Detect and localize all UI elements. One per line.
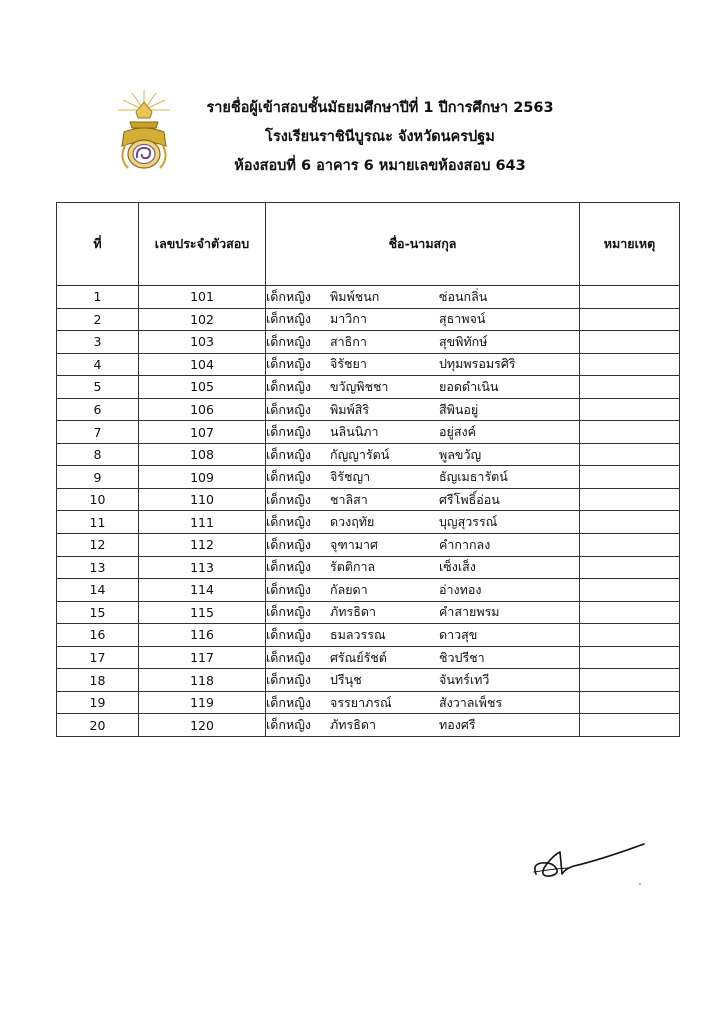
first-name: มาวิกา: [330, 311, 367, 327]
cell-remarks: [580, 534, 680, 557]
cell-number: 19: [57, 691, 139, 714]
name-prefix: เด็กหญิง: [266, 536, 311, 552]
name-prefix: เด็กหญิง: [266, 378, 311, 394]
table-row: [57, 398, 680, 421]
last-name: ศรีโพธิ์อ่อน: [439, 491, 500, 507]
last-name: สีพินอยู่: [439, 401, 479, 417]
table-row: [57, 466, 680, 489]
table-row: [57, 376, 680, 399]
handwritten-signature-icon: [530, 838, 654, 888]
name-prefix: เด็กหญิง: [266, 694, 311, 710]
column-header-number: ที่: [57, 203, 139, 286]
last-name: ปทุมพรอมรศิริ: [439, 356, 516, 372]
last-name: ดาวสุข: [439, 626, 478, 642]
cell-exam-id: 120: [139, 714, 266, 737]
cell-exam-id: 103: [139, 331, 266, 354]
cell-number: 16: [57, 624, 139, 647]
name-prefix: เด็กหญิง: [266, 626, 311, 642]
first-name: ปรีนุช: [330, 672, 362, 688]
table-row: [57, 534, 680, 557]
cell-remarks: [580, 466, 680, 489]
name-prefix: เด็กหญิง: [266, 559, 311, 575]
cell-remarks: [580, 691, 680, 714]
cell-number: 7: [57, 421, 139, 444]
cell-exam-id: 109: [139, 466, 266, 489]
last-name: คำกากลง: [439, 536, 491, 552]
cell-full-name: [266, 398, 580, 421]
table-row: [57, 556, 680, 579]
cell-remarks: [580, 308, 680, 331]
cell-exam-id: 113: [139, 556, 266, 579]
name-prefix: เด็กหญิง: [266, 311, 311, 327]
first-name: ธมลวรรณ: [330, 626, 386, 642]
cell-number: 14: [57, 579, 139, 602]
name-prefix: เด็กหญิง: [266, 491, 311, 507]
cell-exam-id: 106: [139, 398, 266, 421]
cell-full-name: [266, 669, 580, 692]
cell-full-name: [266, 308, 580, 331]
cell-number: 1: [57, 286, 139, 309]
cell-remarks: [580, 398, 680, 421]
last-name: ธัญเมธารัตน์: [439, 469, 508, 485]
table-body: [57, 286, 680, 737]
name-prefix: เด็กหญิง: [266, 356, 311, 372]
cell-full-name: [266, 331, 580, 354]
last-name: พูลขวัญ: [439, 446, 482, 462]
last-name: สุธาพจน์: [439, 311, 486, 327]
first-name: จิรัชญา: [330, 469, 371, 485]
cell-remarks: [580, 556, 680, 579]
first-name: รัตติกาล: [330, 559, 376, 575]
last-name: อยู่สงค์: [439, 424, 476, 440]
table-row: [57, 646, 680, 669]
cell-full-name: [266, 286, 580, 309]
cell-full-name: [266, 579, 580, 602]
document-header: [180, 94, 580, 181]
first-name: กัลยดา: [330, 581, 368, 597]
table-row: [57, 353, 680, 376]
last-name: ชิวปรีชา: [439, 649, 485, 665]
table-row: [57, 308, 680, 331]
first-name: สาธิกา: [330, 333, 367, 349]
cell-number: 2: [57, 308, 139, 331]
cell-exam-id: 115: [139, 601, 266, 624]
cell-full-name: [266, 443, 580, 466]
cell-exam-id: 112: [139, 534, 266, 557]
cell-exam-id: 108: [139, 443, 266, 466]
cell-exam-id: 107: [139, 421, 266, 444]
cell-number: 12: [57, 534, 139, 557]
cell-number: 15: [57, 601, 139, 624]
table-header-row: [57, 203, 680, 286]
table-row: [57, 421, 680, 444]
cell-remarks: [580, 601, 680, 624]
first-name: ชาลิสา: [330, 491, 368, 507]
first-name: นลินนิภา: [330, 424, 379, 440]
document-title: รายชื่อผู้เข้าสอบชั้นมัธยมศึกษาปีที่ 1 ปีการศึกษา 2563: [206, 100, 554, 116]
first-name: ศรัณย์รัชต์: [330, 649, 387, 665]
cell-full-name: [266, 511, 580, 534]
column-header-full-name: ชื่อ-นามสกุล: [266, 203, 580, 286]
cell-remarks: [580, 624, 680, 647]
cell-number: 3: [57, 331, 139, 354]
first-name: กัญญารัตน์: [330, 446, 390, 462]
last-name: คำสายพรม: [439, 604, 500, 620]
table-row: [57, 443, 680, 466]
last-name: บุญสุวรรณ์: [439, 514, 498, 530]
first-name: ภัทรธิดา: [330, 604, 376, 620]
cell-exam-id: 117: [139, 646, 266, 669]
cell-exam-id: 110: [139, 488, 266, 511]
table-row: [57, 579, 680, 602]
cell-remarks: [580, 443, 680, 466]
first-name: ดวงฤทัย: [330, 514, 375, 530]
name-prefix: เด็กหญิง: [266, 288, 311, 304]
cell-number: 20: [57, 714, 139, 737]
last-name: อ่างทอง: [439, 581, 482, 597]
cell-full-name: [266, 556, 580, 579]
last-name: ทองศรี: [439, 717, 476, 733]
cell-exam-id: 111: [139, 511, 266, 534]
cell-remarks: [580, 646, 680, 669]
cell-full-name: [266, 624, 580, 647]
cell-number: 6: [57, 398, 139, 421]
column-header-remarks: หมายเหตุ: [580, 203, 680, 286]
last-name: ซ่อนกลิ่น: [439, 288, 488, 304]
first-name: จุฑามาศ: [330, 536, 378, 552]
first-name: ภัทรธิดา: [330, 717, 376, 733]
name-prefix: เด็กหญิง: [266, 649, 311, 665]
first-name: พิมพ์สิริ: [330, 401, 370, 417]
cell-exam-id: 104: [139, 353, 266, 376]
exam-room-info: ห้องสอบที่ 6 อาคาร 6 หมายเลขห้องสอบ 643: [234, 158, 526, 174]
cell-remarks: [580, 376, 680, 399]
cell-full-name: [266, 601, 580, 624]
cell-exam-id: 116: [139, 624, 266, 647]
cell-full-name: [266, 714, 580, 737]
name-prefix: เด็กหญิง: [266, 672, 311, 688]
table-row: [57, 624, 680, 647]
cell-full-name: [266, 488, 580, 511]
name-prefix: เด็กหญิง: [266, 333, 311, 349]
cell-exam-id: 102: [139, 308, 266, 331]
cell-remarks: [580, 286, 680, 309]
name-prefix: เด็กหญิง: [266, 401, 311, 417]
cell-exam-id: 101: [139, 286, 266, 309]
cell-exam-id: 119: [139, 691, 266, 714]
school-name: โรงเรียนราชินีบูรณะ จังหวัดนครปฐม: [265, 129, 495, 145]
table-row: [57, 601, 680, 624]
cell-remarks: [580, 421, 680, 444]
name-prefix: เด็กหญิง: [266, 604, 311, 620]
last-name: ยอดดำเนิน: [439, 378, 499, 394]
cell-number: 18: [57, 669, 139, 692]
name-prefix: เด็กหญิง: [266, 446, 311, 462]
name-prefix: เด็กหญิง: [266, 469, 311, 485]
cell-full-name: [266, 691, 580, 714]
exam-roster-table: [56, 202, 680, 737]
cell-remarks: [580, 488, 680, 511]
cell-number: 8: [57, 443, 139, 466]
cell-remarks: [580, 331, 680, 354]
cell-number: 13: [57, 556, 139, 579]
school-emblem-icon: [112, 88, 176, 176]
cell-exam-id: 114: [139, 579, 266, 602]
table-row: [57, 714, 680, 737]
cell-number: 17: [57, 646, 139, 669]
cell-full-name: [266, 376, 580, 399]
table-row: [57, 286, 680, 309]
column-header-exam-id: เลขประจำตัวสอบ: [139, 203, 266, 286]
name-prefix: เด็กหญิง: [266, 717, 311, 733]
cell-remarks: [580, 511, 680, 534]
cell-remarks: [580, 669, 680, 692]
cell-full-name: [266, 421, 580, 444]
cell-number: 10: [57, 488, 139, 511]
first-name: จิรัชยา: [330, 356, 367, 372]
first-name: พิมพ์ชนก: [330, 288, 380, 304]
table-row: [57, 488, 680, 511]
cell-remarks: [580, 714, 680, 737]
name-prefix: เด็กหญิง: [266, 424, 311, 440]
table-row: [57, 691, 680, 714]
last-name: สุขพิทักษ์: [439, 333, 488, 349]
cell-number: 5: [57, 376, 139, 399]
cell-full-name: [266, 534, 580, 557]
table-row: [57, 669, 680, 692]
cell-full-name: [266, 646, 580, 669]
first-name: ขวัญพิชชา: [330, 378, 389, 394]
cell-full-name: [266, 353, 580, 376]
cell-number: 4: [57, 353, 139, 376]
table-row: [57, 511, 680, 534]
cell-remarks: [580, 353, 680, 376]
last-name: จันทร์เทวี: [439, 672, 490, 688]
name-prefix: เด็กหญิง: [266, 514, 311, 530]
last-name: เซ็งเส็ง: [439, 559, 476, 575]
cell-full-name: [266, 466, 580, 489]
cell-number: 9: [57, 466, 139, 489]
table-row: [57, 331, 680, 354]
cell-remarks: [580, 579, 680, 602]
cell-exam-id: 105: [139, 376, 266, 399]
cell-exam-id: 118: [139, 669, 266, 692]
cell-number: 11: [57, 511, 139, 534]
name-prefix: เด็กหญิง: [266, 581, 311, 597]
first-name: จรรยาภรณ์: [330, 694, 392, 710]
last-name: สังวาลเพ็ชร: [439, 694, 503, 710]
